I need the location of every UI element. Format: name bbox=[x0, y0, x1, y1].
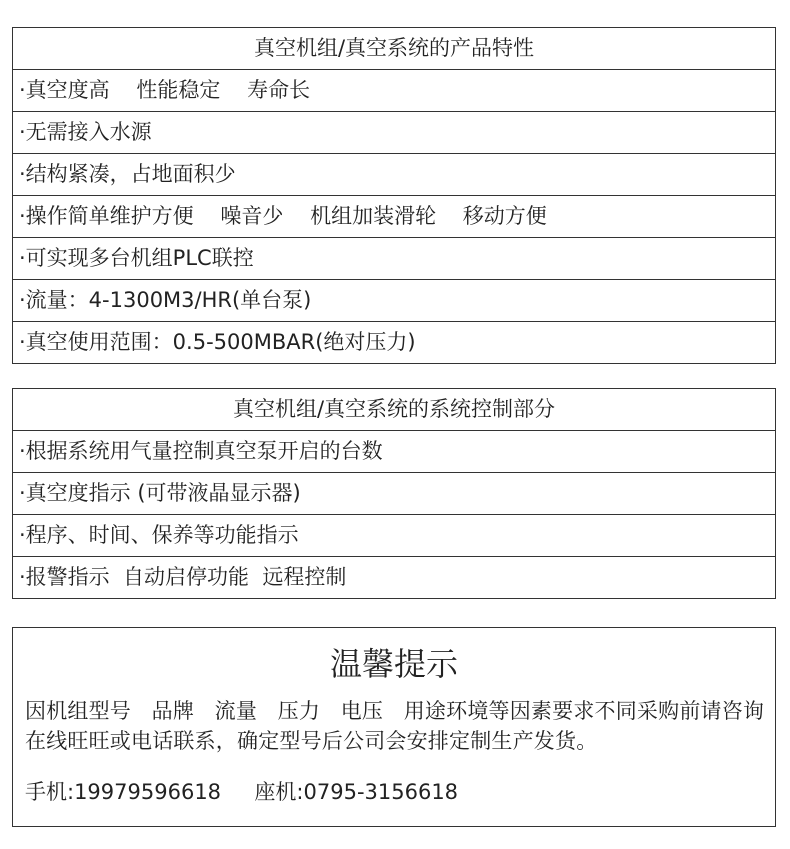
system-control-table bbox=[12, 388, 776, 599]
product-features-table bbox=[12, 27, 776, 364]
feature-item: ·真空度高 性能稳定 寿命长 bbox=[13, 70, 775, 112]
control-item: ·程序、时间、保养等功能指示 bbox=[13, 515, 775, 557]
control-item: ·真空度指示 (可带液晶显示器) bbox=[13, 473, 775, 515]
feature-item: ·操作简单维护方便 噪音少 机组加装滑轮 移动方便 bbox=[13, 196, 775, 238]
notice-title: 温馨提示 bbox=[329, 645, 458, 683]
feature-item: ·可实现多台机组PLC联控 bbox=[13, 238, 775, 280]
control-item: ·报警指示 自动启停功能 远程控制 bbox=[19, 565, 347, 589]
notice-box bbox=[12, 627, 776, 827]
feature-item: ·真空使用范围：0.5-500MBAR(绝对压力) bbox=[19, 330, 416, 354]
control-item: ·根据系统用气量控制真空泵开启的台数 bbox=[13, 431, 775, 473]
features-title: 真空机组/真空系统的产品特性 bbox=[13, 28, 775, 70]
contact-info: 手机:19979596618 座机:0795-3156618 bbox=[25, 780, 459, 804]
notice-body: 因机组型号 品牌 流量 压力 电压 用途环境等因素要求不同采购前请咨询在线旺旺或电话联系，确定型号后公司会安排定制生产发货。 bbox=[25, 699, 765, 753]
feature-item: ·流量：4-1300M3/HR(单台泵) bbox=[13, 280, 775, 322]
feature-item: ·结构紧凑，占地面积少 bbox=[13, 154, 775, 196]
feature-item: ·无需接入水源 bbox=[13, 112, 775, 154]
controls-title: 真空机组/真空系统的系统控制部分 bbox=[13, 389, 775, 431]
